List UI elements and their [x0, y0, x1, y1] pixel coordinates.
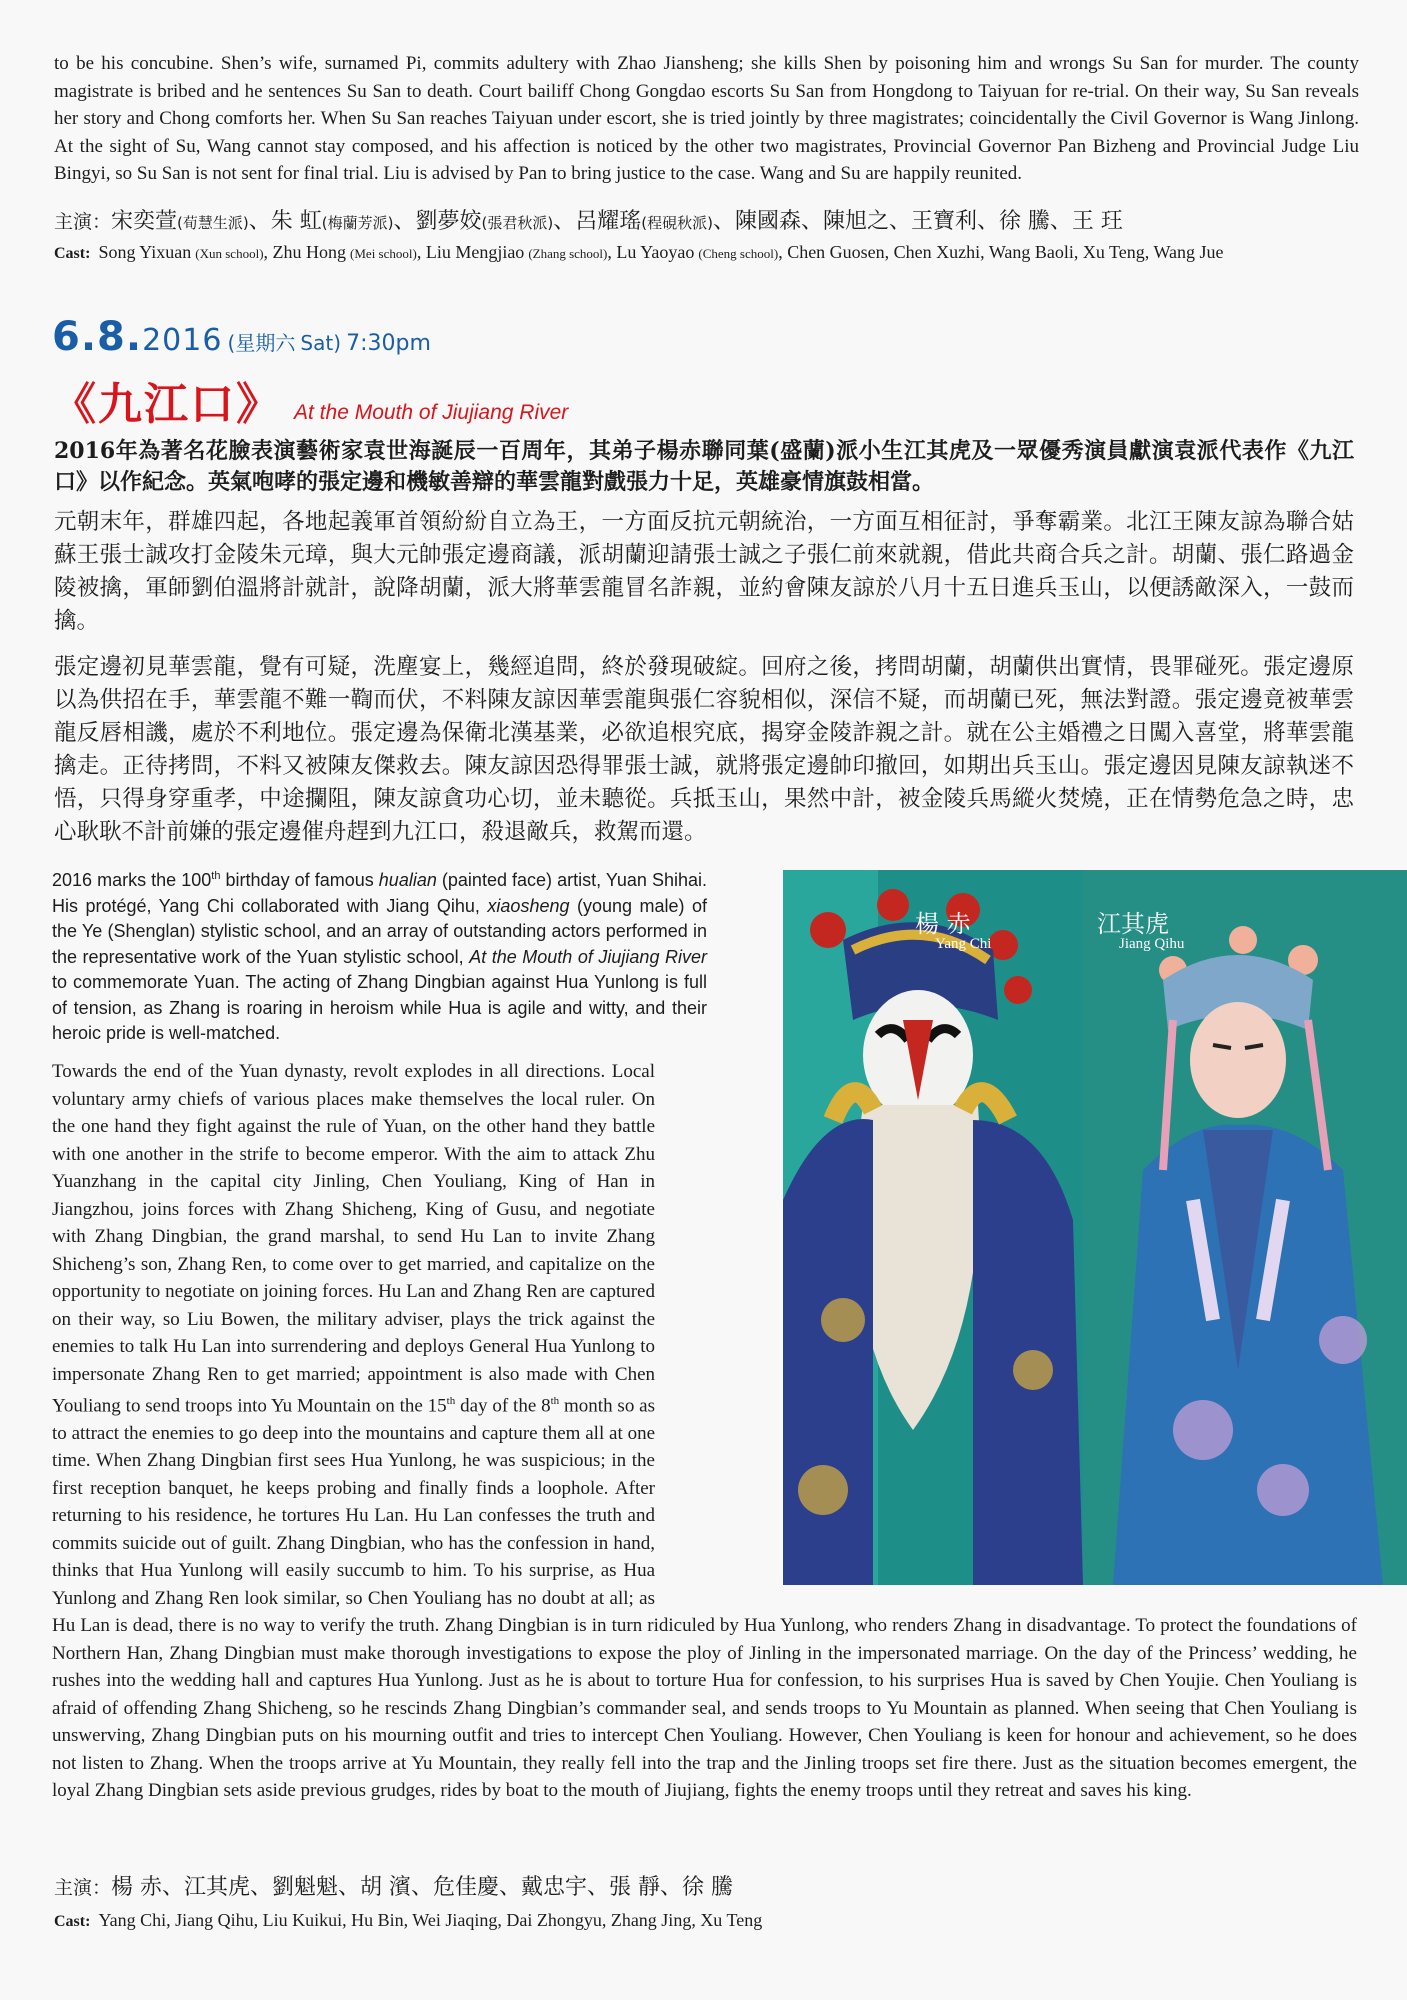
cast-school-note: (Cheng school) [698, 246, 779, 261]
text-run: day of the 8 [455, 1395, 551, 1417]
text-run: month so as to attract the enemies to go deep into the mountains and capture them all at one time. When Zhang Dingbian first sees Hua Yunlong, he was suspicious; in the first reception banquet, he keeps probing and finally finds a loophole. After returning to his residence, he tortures Hu Lan. Hu Lan confesses the truth and commits suicide out of guilt. Zhang Dingbian, who has the confession in hand, thinks that Hua Yunlong will easily succumb to him. To his surprise, as Hua Yunlong and Zhang Ren look similar, so Chen Youliang has no doubt at all; as Hu Lan is dead, there is no way to verify the truth. Zhang Dingbian is in turn ridiculed by Hua Yunlong, who renders Zhang in disadvantage. To protect the foundations of Northern Han, Zhang Dingbian must make thorough investigations to expose the ploy of Jinling in the impersonated marriage. On the day of the Princess’ wedding, he rushes into the wedding hall and captures Hua Yunlong. Just as he is about to torture Hua for confession, to his surprises Hua is saved by Chen Youjie. Chen Youliang is afraid of offending Zhang Shicheng, so he rescinds Zhang Dingbian’s commander seal, and sends troops to Yu Mountain as planned. When seeing that Chen Youliang is unswerving, Zhang Dingbian puts on his mourning outfit and tries to intercept Chen Youliang. However, Chen Youliang is keen for honour and achievement, so he does not listen to Zhang. When the troops arrive at Yu Mountain, they really fell into the trap and the Jinling troops set fire there. Just as the situation becomes emergent, the loyal Zhang Dingbian sets aside previous grudges, rides by boat to the mouth of Jiujiang, fights the enemy troops until they retreat and saves his king. [52, 1395, 1357, 1802]
text-run: to commemorate Yuan. The acting of Zhang Dingbian against Hua Yunlong is full of tension, as Zhang is roaring in heroism while Hua is agile and witty, and their heroic pride is well-matched. [52, 972, 707, 1043]
cast-school-note: (梅蘭芳派) [321, 214, 394, 232]
cast-names-rest: , Chen Guosen, Chen Xuzhi, Wang Baoli, Xu Teng, Wang Jue [778, 242, 1224, 262]
show-title-zh: 《九江口》 [52, 379, 282, 430]
date-day-month: 6.8. [52, 314, 143, 360]
performers-illustration [783, 870, 1407, 1585]
cast-names-rest: 、陳國森、陳旭之、王寶利、徐 騰、王 玨 [712, 209, 1123, 234]
cast-name: , Liu Mengjiao [416, 242, 525, 262]
cast-label-en: Cast: [54, 245, 91, 262]
cast-school-note: (荀慧生派) [177, 214, 249, 232]
ordinal-sup: th [446, 1395, 456, 1407]
performance-date [52, 314, 431, 360]
term-xiaosheng: xiaosheng [487, 895, 570, 916]
show-title [52, 368, 568, 432]
cast-names-zh: 楊 赤、江其虎、劉魁魁、胡 濱、危佳慶、戴忠宇、張 靜、徐 騰 [111, 1875, 733, 1900]
term-hualian: hualian [378, 870, 437, 890]
date-weekday-close: ) [333, 331, 342, 355]
synopsis-zh-2: 張定邊初見華雲龍，覺有可疑，洗塵宴上，幾經追問，終於發現破綻。回府之後，拷問胡蘭，胡蘭供出實情，畏罪碰死。張定邊原以為供招在手，華雲龍不難一鞫而伏，不料陳友諒因華雲龍與張仁容貌相似，深信不疑，而胡蘭已死，無法對證。張定邊竟被華雲龍反唇相譏，處於不利地位。張定邊為保衛北漢基業，必欲追根究底，揭穿金陵詐親之計。就在公主婚禮之日闖入喜堂，將華雲龍擒走。正待拷問，不料又被陳友傑救去。陳友諒因恐得罪張士誠，就將張定邊帥印撤回，如期出兵玉山。張定邊因見陳友諒執迷不悟，只得身穿重孝，中途攔阻，陳友諒貪功心切，並未聽從。兵抵玉山，果然中計，被金陵兵馬縱火焚燒，正在情勢危急之時，忠心耿耿不計前嫌的張定邊催舟趕到九江口，殺退敵兵，救駕而還。 [54, 654, 1354, 845]
show-cast-zh [54, 1870, 733, 1901]
photo-label-yang-chi-en: Yang Chi [935, 936, 992, 952]
cast-label-zh: 主演： [54, 211, 112, 233]
performance-time: 7:30pm [346, 331, 431, 356]
cast-school-note: (Mei school) [350, 246, 417, 261]
cast-name: , Zhu Hong [263, 242, 347, 262]
photo-label-jiang-qihu-en: Jiang Qihu [1119, 936, 1185, 952]
date-year: 2016 [142, 323, 223, 358]
previous-cast-en [54, 242, 1223, 263]
cast-school-note: (Zhang school) [528, 246, 608, 261]
cast-label-en: Cast: [54, 1913, 91, 1930]
text-run: 2016 marks the 100 [52, 870, 212, 890]
cast-name: 、劉夢姣 [393, 209, 482, 234]
text-run: (painted face) artist, Yuan Shihai. His protégé, Yang Chi collaborated with Jiang Qihu, [52, 870, 707, 916]
performers-photo [783, 870, 1407, 1585]
photo-label-jiang-qihu-zh: 江其虎 [1097, 910, 1169, 938]
show-title-en: At the Mouth of Jiujiang River [294, 401, 569, 424]
cast-name: , Lu Yaoyao [607, 242, 695, 262]
synopsis-zh-1: 元朝末年，群雄四起，各地起義軍首領紛紛自立為王，一方面反抗元朝統治，一方面互相征討，爭奪霸業。北江王陳友諒為聯合姑蘇王張士誠攻打金陵朱元璋，與大元帥張定邊商議，派胡蘭迎請張士誠之子張仁前來就親，借此共商合兵之計。胡蘭、張仁路過金陵被擒，軍師劉伯溫將計就計，說降胡蘭，派大將華雲龍冒名詐親，並約會陳友諒於八月十五日進兵玉山，以便誘敵深入，一鼓而擒。 [54, 509, 1354, 634]
cast-school-note: (張君秋派) [481, 214, 554, 232]
text-run: birthday of famous [220, 870, 379, 890]
cast-school-note: (Xun school) [195, 246, 264, 261]
text-run: Towards the end of the Yuan dynasty, revolt explodes in all directions. Local voluntary army chiefs of various places make themselves the local ruler. On the one hand they fight against the rule of Yuan, on the other hand they battle with one another in the strife to become emperor. With the aim to attack Zhu Yuanzhang in the capital city Jinling, Chen Youliang, King of Han in Jiangzhou, joins forces with Zhang Shicheng, King of Gusu, and negotiate with Zhang Dingbian, the grand marshal, to send Hu Lan to invite Zhang Shicheng’s son, Zhang Ren, to come over to get married, and capitalize on the opportunity to negotiate on joining forces. Hu Lan and Zhang Ren are captured on their way, so Liu Bowen, the military adviser, plays the trick against the enemies to talk Hu Lan into surrendering and deploys General Hua Yunlong to impersonate Zhang Ren to get married; appointment is also made with Chen Youliang to send troops into Yu Mountain on the 15 [52, 1061, 655, 1417]
text-run: (young male) of the Ye (Shenglan) stylistic school, and an array of outstanding actors performed in the representative work of the Yuan stylistic school, [52, 895, 708, 967]
intro-zh: 2016年為著名花臉表演藝術家袁世海誕辰一百周年，其弟子楊赤聯同葉(盛蘭)派小生江其虎及一眾優秀演員獻演袁派代表作《九江口》以作紀念。英氣咆哮的張定邊和機敏善辯的華雲龍對戲張力十足，英雄豪情旗鼓相當。 [54, 438, 1354, 495]
ordinal-sup: th [550, 1395, 560, 1407]
previous-cast-zh [54, 204, 1123, 235]
cast-label-zh: 主演： [54, 1877, 112, 1899]
cast-name: 宋奕萱 [111, 209, 178, 234]
date-weekday-en: Sat [300, 331, 334, 355]
previous-show-synopsis: to be his concubine. Shen’s wife, surnamed Pi, commits adultery with Zhao Jiansheng; she kills Shen by poisoning him and wrongs Su San for murder. The county magistrate is bribed and he sentences Su San to death. Court bailiff Chong Gongdao escorts Su San from Hongdong to Taiyuan for re-trial. On their way, Su San reveals her story and Chong comforts her. When Su San reaches Taiyuan under escort, she is tried jointly by three magistrates; coincidentally the Civil Governor is Wang Jinlong. At the sight of Su, Wang cannot stay composed, and his affection is noticed by the other two magistrates, Provincial Governor Pan Bizheng and Provincial Judge Liu Bingyi, so Su San is not sent for final trial. Liu is advised by Pan to bring justice to the case. Wang and Su are happily reunited. [54, 53, 1359, 184]
cast-name: 、朱 虹 [248, 209, 322, 234]
ordinal-sup: th [211, 870, 221, 882]
intro-en [52, 864, 707, 1047]
date-weekday-open: (星期六 [227, 331, 296, 355]
cast-name: Song Yixuan [98, 242, 192, 262]
show-cast-en [54, 1910, 762, 1931]
cast-school-note: (程硯秋派) [641, 214, 713, 232]
photo-label-yang-chi-zh: 楊 赤 [915, 910, 971, 938]
show-title-inline: At the Mouth of Jiujiang River [469, 946, 707, 967]
cast-name: 、呂耀瑤 [553, 209, 642, 234]
cast-names-en: Yang Chi, Jiang Qihu, Liu Kuikui, Hu Bin, Wei Jiaqing, Dai Zhongyu, Zhang Jing, Xu Teng [98, 1910, 763, 1930]
